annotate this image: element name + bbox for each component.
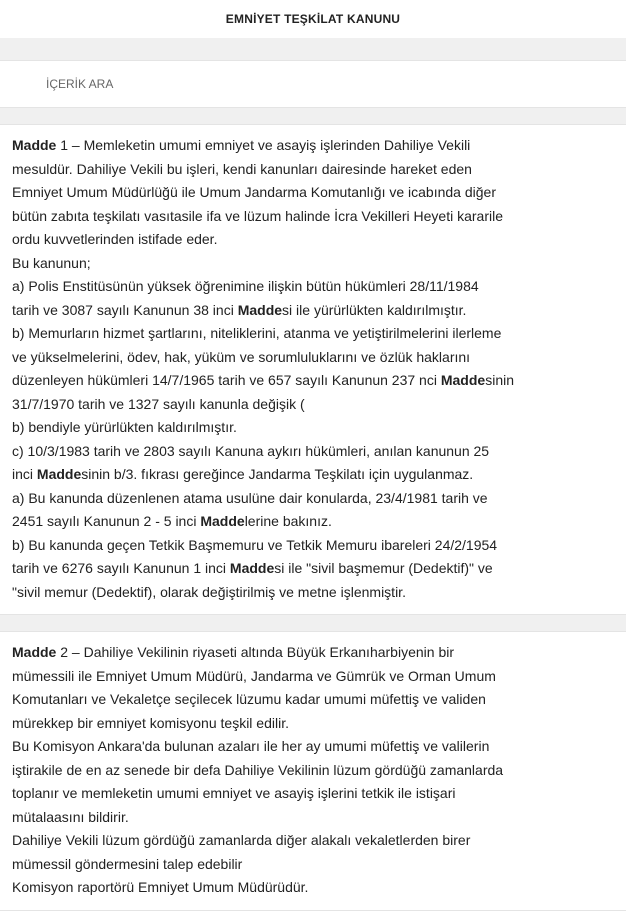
article-text: mümessil göndermesini talep edebilir <box>12 855 243 872</box>
article-line <box>12 688 614 712</box>
article-line <box>12 782 614 806</box>
article-line <box>12 735 614 759</box>
article-line <box>12 665 614 689</box>
search-input[interactable] <box>44 76 588 92</box>
article-text: a) Bu kanunda düzenlenen atama usulüne dair konularda, 23/4/1981 tarih ve <box>12 489 488 506</box>
article-text: inci <box>12 466 37 482</box>
article-heading-keyword: Madde <box>12 137 57 153</box>
article-line <box>12 487 614 511</box>
article-text: bütün zabıta teşkilatı vasıtasile ifa ve lüzum halinde İcra Vekilleri Heyeti kararile <box>12 207 504 224</box>
article-text: a) Polis Enstitüsünün yüksek öğrenimine ilişkin bütün hükümleri 28/11/1984 <box>12 278 479 294</box>
article-line <box>12 346 614 370</box>
article-text: Emniyet Umum Müdürlüğü ile Umum Jandarma Komutanlığı ve icabında diğer <box>12 184 496 200</box>
article-text: sinin <box>485 372 514 388</box>
article-line <box>12 275 614 299</box>
article-line <box>12 228 614 252</box>
article-text: ve yükselmelerini, ödev, hak, yüküm ve sorumluluklarını ve özlük haklarını <box>12 348 471 365</box>
article-line <box>12 829 614 853</box>
search-bar <box>0 60 626 108</box>
article-text: 1 – Memleketin umumi emniyet ve asayiş işlerinden Dahiliye Vekili <box>56 137 471 153</box>
article-line <box>12 581 614 605</box>
article-text: Dahiliye Vekili lüzum gördüğü zamanlarda diğer alakalı vekaletlerden birer <box>12 832 471 848</box>
article-line <box>12 205 614 229</box>
article-text: b) Memurların hizmet şartlarını, niteliklerini, atanma ve yetiştirilmelerini ilerleme <box>12 325 502 341</box>
highlighted-keyword: Madde <box>440 372 486 388</box>
article-line <box>12 534 614 558</box>
highlighted-keyword: Madde <box>229 560 275 576</box>
article-line <box>12 299 614 323</box>
article-line <box>12 134 614 158</box>
article-text: mesuldür. Dahiliye Vekili bu işleri, kendi kanunları dairesinde hareket eden <box>12 160 472 177</box>
article-madde-2 <box>0 631 626 911</box>
article-text: c) 10/3/1983 tarih ve 2803 sayılı Kanuna aykırı hükümleri, anılan kanunun 25 <box>12 442 490 459</box>
article-line <box>12 440 614 464</box>
article-text: mürekkep bir emniyet komisyonu teşkil edilir. <box>12 714 289 731</box>
article-text: b) bendiyle yürürlükten kaldırılmıştır. <box>12 419 237 435</box>
article-text: Bu Komisyon Ankara'da bulunan azaları ile her ay umumi müfettiş ve valilerin <box>12 738 490 754</box>
article-text: 2 – Dahiliye Vekilinin riyaseti altında Büyük Erkanıharbiyenin bir <box>56 644 454 660</box>
article-line <box>12 463 614 487</box>
page-title: EMNİYET TEŞKİLAT KANUNU <box>225 12 401 26</box>
article-line <box>12 252 614 276</box>
article-line <box>12 557 614 581</box>
highlighted-keyword: Madde <box>200 513 245 529</box>
article-text: b) Bu kanunda geçen Tetkik Başmemuru ve Tetkik Memuru ibareleri 24/2/1954 <box>12 536 498 553</box>
article-text: düzenleyen hükümleri 14/7/1965 tarih ve 657 sayılı Kanunun 237 nci <box>12 372 441 388</box>
article-text: mümessili ile Emniyet Umum Müdürü, Jandarma ve Gümrük ve Orman Umum <box>12 667 496 684</box>
article-line <box>12 393 614 417</box>
article-line <box>12 806 614 830</box>
article-heading-keyword: Madde <box>12 644 57 660</box>
highlighted-keyword: Madde <box>36 466 82 482</box>
article-text: Bu kanunun; <box>12 254 91 271</box>
article-madde-1 <box>0 124 626 615</box>
article-line <box>12 322 614 346</box>
article-line <box>12 158 614 182</box>
article-line <box>12 416 614 440</box>
article-line <box>12 853 614 877</box>
article-text: sinin b/3. fıkrası gereğince Jandarma Teşkilatı için uygulanmaz. <box>81 466 474 482</box>
article-line <box>12 181 614 205</box>
article-text: 31/7/1970 tarih ve 1327 sayılı kanunla değişik ( <box>12 395 305 412</box>
article-text: mütalaasını bildirir. <box>12 808 129 825</box>
article-text: 2451 sayılı Kanunun 2 - 5 inci <box>12 513 201 529</box>
article-text: lerine bakınız. <box>244 513 332 529</box>
article-text: si ile "sivil başmemur (Dedektif)" ve <box>274 560 493 576</box>
article-line <box>12 641 614 665</box>
article-text: si ile yürürlükten kaldırılmıştır. <box>282 301 467 318</box>
article-text: ordu kuvvetlerinden istifade eder. <box>12 231 218 247</box>
app-header <box>0 0 626 38</box>
article-line <box>12 369 614 393</box>
article-text: Komisyon raportörü Emniyet Umum Müdürüdür. <box>12 879 309 895</box>
article-text: tarih ve 6276 sayılı Kanunun 1 inci <box>12 560 230 576</box>
article-line <box>12 876 614 900</box>
article-text: toplanır ve memleketin umumi emniyet ve asayiş işlerini tetkik ile istişari <box>12 785 456 801</box>
article-text: iştirakile de en az senede bir defa Dahiliye Vekilinin lüzum gördüğü zamanlarda <box>12 761 504 778</box>
article-line <box>12 759 614 783</box>
article-text: Komutanları ve Vekaletçe seçilecek lüzumu kadar umumi müfettiş ve validen <box>12 691 486 707</box>
article-text: tarih ve 3087 sayılı Kanunun 38 inci <box>12 301 238 318</box>
article-line <box>12 510 614 534</box>
highlighted-keyword: Madde <box>237 301 283 318</box>
article-text: "sivil memur (Dedektif), olarak değiştirilmiş ve metne işlenmiştir. <box>12 583 406 600</box>
article-line <box>12 712 614 736</box>
